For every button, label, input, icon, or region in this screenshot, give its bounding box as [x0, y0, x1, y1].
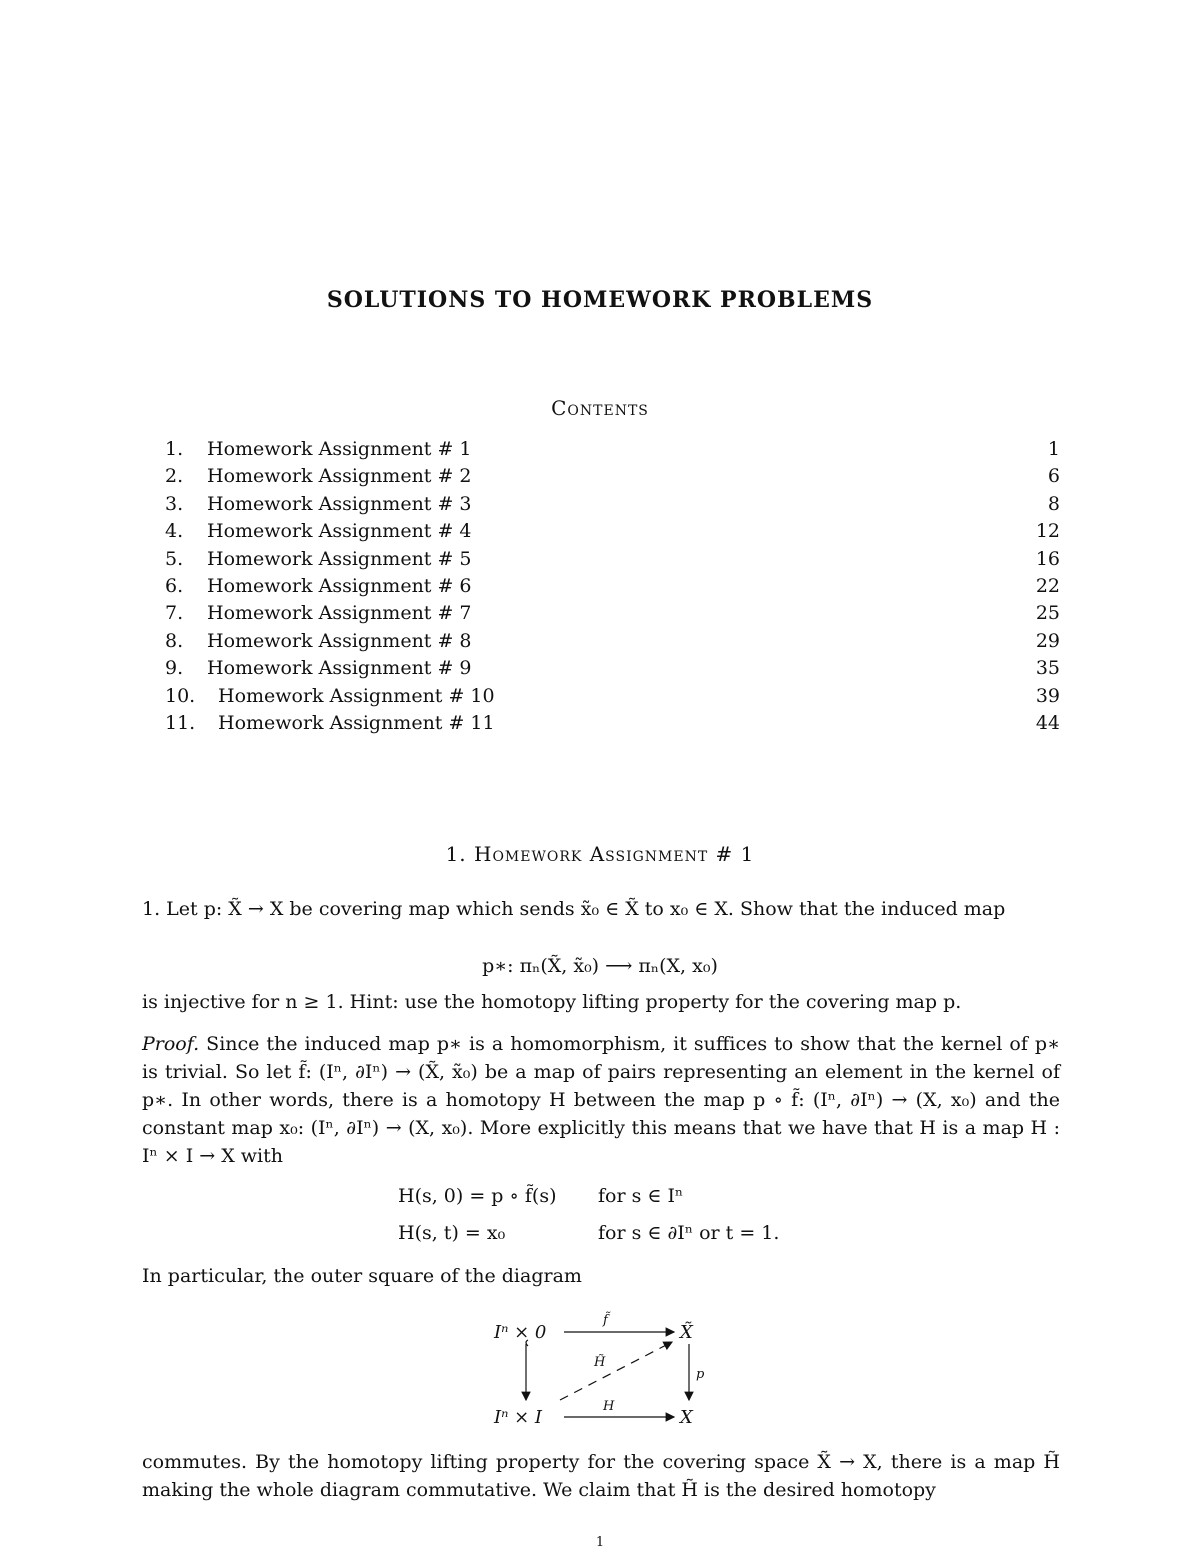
toc-entry-number: 5.: [165, 547, 184, 570]
toc-entry-number: 3.: [165, 492, 184, 515]
problem-statement: 1. Let p: X̃ → X be covering map which sends x̃₀ ∈ X̃ to x₀ ∈ X. Show that the induced map: [142, 898, 1006, 920]
toc-entry-page: 29: [1035, 629, 1060, 652]
table-of-contents: [160, 436, 1060, 737]
toc-entry-page: 25: [1035, 602, 1060, 625]
toc-entry[interactable]: [160, 655, 1060, 682]
toc-entry-label: Homework Assignment # 10: [218, 684, 495, 707]
toc-entry-number: 2.: [165, 465, 184, 488]
diagram-top-arrow-label: f̃: [603, 1313, 608, 1328]
toc-entry-page: 16: [1035, 547, 1060, 570]
commutative-diagram: [480, 1300, 720, 1439]
toc-entry-label: Homework Assignment # 4: [207, 520, 472, 543]
toc-entry[interactable]: [160, 491, 1060, 518]
diagram-top-left: Iⁿ × 0: [494, 1322, 547, 1343]
toc-entry-label: Homework Assignment # 5: [207, 547, 472, 570]
toc-entry-number: 6.: [165, 574, 184, 597]
toc-entry-page: 44: [1035, 711, 1060, 734]
document-title: SOLUTIONS TO HOMEWORK PROBLEMS: [326, 287, 874, 313]
toc-entry-number: 7.: [165, 602, 184, 625]
diagram-bottom-left: Iⁿ × I: [494, 1407, 543, 1428]
toc-entry[interactable]: [160, 710, 1060, 737]
toc-entry[interactable]: [160, 463, 1060, 490]
toc-entry-number: 11.: [165, 711, 196, 734]
toc-entry-label: Homework Assignment # 3: [207, 492, 472, 515]
conclusion-paragraph: commutes. By the homotopy lifting property for the covering space X̃ → X, there is a map H̃ making the whole diagram commutative. We claim that H̃ is the desired homotopy: [142, 1451, 1060, 1501]
toc-entry-label: Homework Assignment # 8: [207, 629, 472, 652]
diagram-intro: In particular, the outer square of the diagram: [142, 1265, 582, 1287]
toc-entry-label: Homework Assignment # 6: [207, 574, 472, 597]
case-lhs-2: H(s, t) = x₀: [398, 1222, 506, 1244]
diagram-right-arrow-label: p: [696, 1367, 705, 1382]
toc-entry-label: Homework Assignment # 9: [207, 657, 472, 680]
page-number: 1: [595, 1535, 605, 1550]
toc-entry-page: 1: [1047, 438, 1060, 460]
toc-entry-number: 1.: [165, 438, 184, 460]
toc-entry-label: Homework Assignment # 2: [207, 465, 472, 488]
proof-paragraph: [142, 1030, 1060, 1170]
toc-entry-number: 4.: [165, 520, 184, 543]
toc-entry-page: 8: [1047, 492, 1060, 515]
problem-hint: is injective for n ≥ 1. Hint: use the homotopy lifting property for the covering map p.: [142, 991, 962, 1013]
toc-entry-label: Homework Assignment # 7: [207, 602, 472, 625]
toc-entry-label: Homework Assignment # 11: [218, 711, 495, 734]
display-equation: p∗: πₙ(X̃, x̃₀) ⟶ πₙ(X, x₀): [482, 955, 718, 977]
toc-entry[interactable]: [160, 436, 1060, 463]
toc-entry-page: 22: [1035, 574, 1060, 597]
diagram-bottom-arrow-label: H: [603, 1399, 615, 1414]
toc-entry[interactable]: [160, 600, 1060, 627]
toc-entry[interactable]: [160, 628, 1060, 655]
toc-entry-number: 9.: [165, 657, 184, 680]
toc-entry[interactable]: [160, 518, 1060, 545]
toc-entry[interactable]: [160, 683, 1060, 710]
diagram-bottom-right: X: [680, 1407, 693, 1428]
proof-text: Since the induced map p∗ is a homomorphism, it suffices to show that the kernel of p∗ is trivial. So let f̃: (Iⁿ, ∂Iⁿ) → (X̃, x̃₀) be a map of pairs representing an element in the kernel of p∗. In other words, there is a homotopy H between the map p ∘ f̃: (Iⁿ, ∂Iⁿ) → (X, x₀) and the constant map x₀: (Iⁿ, ∂Iⁿ) → (X, x₀). More explicitly this means that we have that H is a map H : Iⁿ × I → X with: [142, 1033, 1060, 1167]
case-cond-2: for s ∈ ∂Iⁿ or t = 1.: [598, 1222, 780, 1244]
diagram-diagonal-arrow-label: H̃: [594, 1355, 606, 1370]
diagram-top-right: X̃: [680, 1322, 693, 1343]
toc-entry-label: Homework Assignment # 1: [207, 438, 472, 460]
case-cond-1: for s ∈ Iⁿ: [598, 1185, 684, 1207]
case-lhs-1: H(s, 0) = p ∘ f̃(s): [398, 1185, 557, 1207]
toc-entry[interactable]: [160, 573, 1060, 600]
toc-entry-page: 39: [1035, 684, 1060, 707]
toc-entry[interactable]: [160, 546, 1060, 573]
section-title: 1. Homework Assignment # 1: [445, 842, 755, 866]
proof-label: Proof.: [142, 1033, 200, 1055]
toc-entry-number: 10.: [165, 684, 196, 707]
toc-entry-page: 6: [1047, 465, 1060, 488]
toc-entry-number: 8.: [165, 629, 184, 652]
toc-entry-page: 12: [1035, 520, 1060, 543]
contents-heading: Contents: [551, 396, 649, 420]
diagram-diagonal-arrow: [560, 1342, 672, 1400]
toc-entry-page: 35: [1035, 657, 1060, 680]
